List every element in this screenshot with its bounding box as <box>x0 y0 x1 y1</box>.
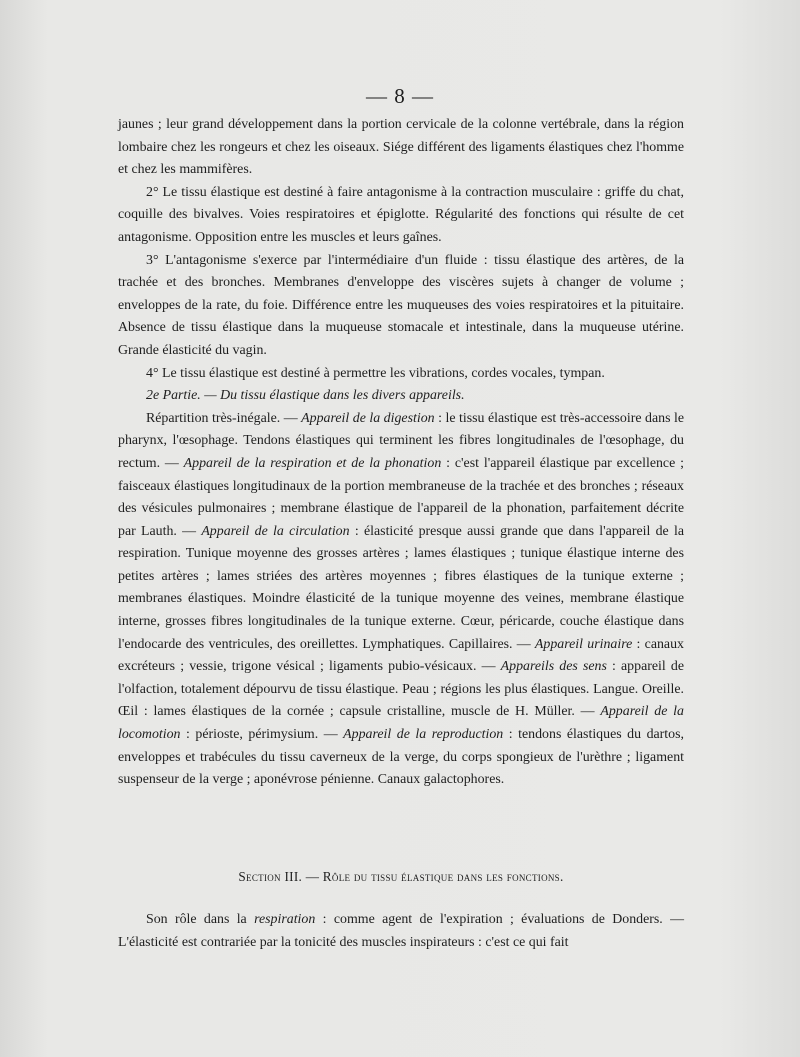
italic-run: Appareil de la circulation <box>201 523 350 539</box>
paragraph-3 <box>118 250 684 363</box>
italic-run: Appareil de la locomotion <box>118 704 684 743</box>
italic-run: 2e Partie. — Du tissu élastique dans les divers appareils. <box>146 388 465 404</box>
text-run: : tendons élastiques du dartos, enveloppes et trabécules du tissu caverneux de la verge, du corps spongieux de l'urèthre ; ligament suspenseur de la verge ; aponévrose pénienne. Canaux galactophores. <box>118 727 684 788</box>
italic-run: Appareil de la reproduction <box>343 727 504 743</box>
italic-run: Appareils des sens <box>500 659 607 675</box>
italic-run: respiration <box>254 912 316 927</box>
text-run: 3° L'antagonisme s'exerce par l'intermédiaire d'un fluide : tissu élastique des artères, de la trachée et des bronches. Membranes d'enveloppe des viscères sujets à changer de volume ; enveloppes de la rate, du foie. Différence entre les muqueuses des voies respiratoires et la pituitaire. Absence de tissu élastique dans la muqueuse stomacale et intestinale, dans la muqueuse utérine. Grande élasticité du vagin. <box>118 252 684 358</box>
text-run: : c'est l'appareil élastique par excellence ; faisceaux élastiques longitudinaux de la portion membraneuse de la trachée et des bronches ; réseaux des vésicules pulmonaires ; membrane élastique de l'appareil de la phonation, parfaitement décrite par Lauth. — <box>118 455 684 539</box>
italic-run: Appareil urinaire <box>534 636 633 652</box>
italic-run: Appareil de la digestion <box>301 410 435 426</box>
italic-run: Appareil de la respiration et de la phonation <box>183 455 442 471</box>
paragraph-2 <box>118 182 684 250</box>
paragraph-4 <box>118 363 684 386</box>
text-run: : périoste, périmysium. — <box>180 727 344 743</box>
closing-text <box>118 909 684 954</box>
body-text <box>118 114 684 792</box>
text-run: : le tissu élastique est très-accessoire dans le pharynx, l'œsophage. Tendons élastiques qui terminent les fibres longitudinales de l'œsophage, du rectum. — <box>118 410 685 471</box>
text-run: Répartition très-inégale. — <box>146 410 302 426</box>
section-heading: Section III. — Rôle du tissu élastique dans les fonctions. <box>238 869 564 884</box>
text-run: jaunes ; leur grand développement dans la portion cervicale de la colonne vertébrale, dans la région lombaire chez les rongeurs et chez les oiseaux. Siége différent des ligaments élastiques chez l'homme et chez les mammifères. <box>118 117 684 178</box>
paragraph-1 <box>118 114 684 182</box>
text-run: : élasticité presque aussi grande que dans l'appareil de la respiration. Tunique moyenne des grosses artères ; lames élastiques ; tunique élastique interne des petites artères ; lames striées des artères moyennes ; fibres élastiques de la tunique externe ; membranes élastiques. Moindre élasticité de la tunique moyenne des veines, membrane élastique interne, grosses fibres longitudinales de la tunique externe. Cœur, péricarde, couche élastique dans l'endocarde des ventricules, des oreillettes. Lymphatiques. Capillaires. — <box>118 523 685 652</box>
text-run: 2° Le tissu élastique est destiné à faire antagonisme à la contraction musculaire : griffe du chat, coquille des bivalves. Voies respiratoires et épiglotte. Régularité des fonctions qui résulte de cet antagonisme. Opposition entre les muscles et leurs gaînes. <box>118 184 684 245</box>
text-run: : canaux excréteurs ; vessie, trigone vésical ; ligaments pubio-vésicaux. — <box>118 636 684 675</box>
text-run: Son rôle dans la <box>146 912 255 927</box>
page-number: — 8 — <box>366 84 434 108</box>
closing-paragraph <box>118 909 684 954</box>
text-run: 4° Le tissu élastique est destiné à permettre les vibrations, cordes vocales, tympan. <box>146 365 605 381</box>
paragraph-appareils <box>118 408 684 792</box>
part-heading <box>118 385 684 408</box>
text-run: : appareil de l'olfaction, totalement dépourvu de tissu élastique. Peau ; régions les plus élastiques. Langue. Oreille. Œil : lames élastiques de la cornée ; capsule cristalline, muscle de H. Müller. — <box>118 659 685 720</box>
text-run: : comme agent de l'expiration ; évaluations de Donders. — L'élasticité est contrariée par la tonicité des muscles inspirateurs : c'est ce qui fait <box>118 912 685 950</box>
